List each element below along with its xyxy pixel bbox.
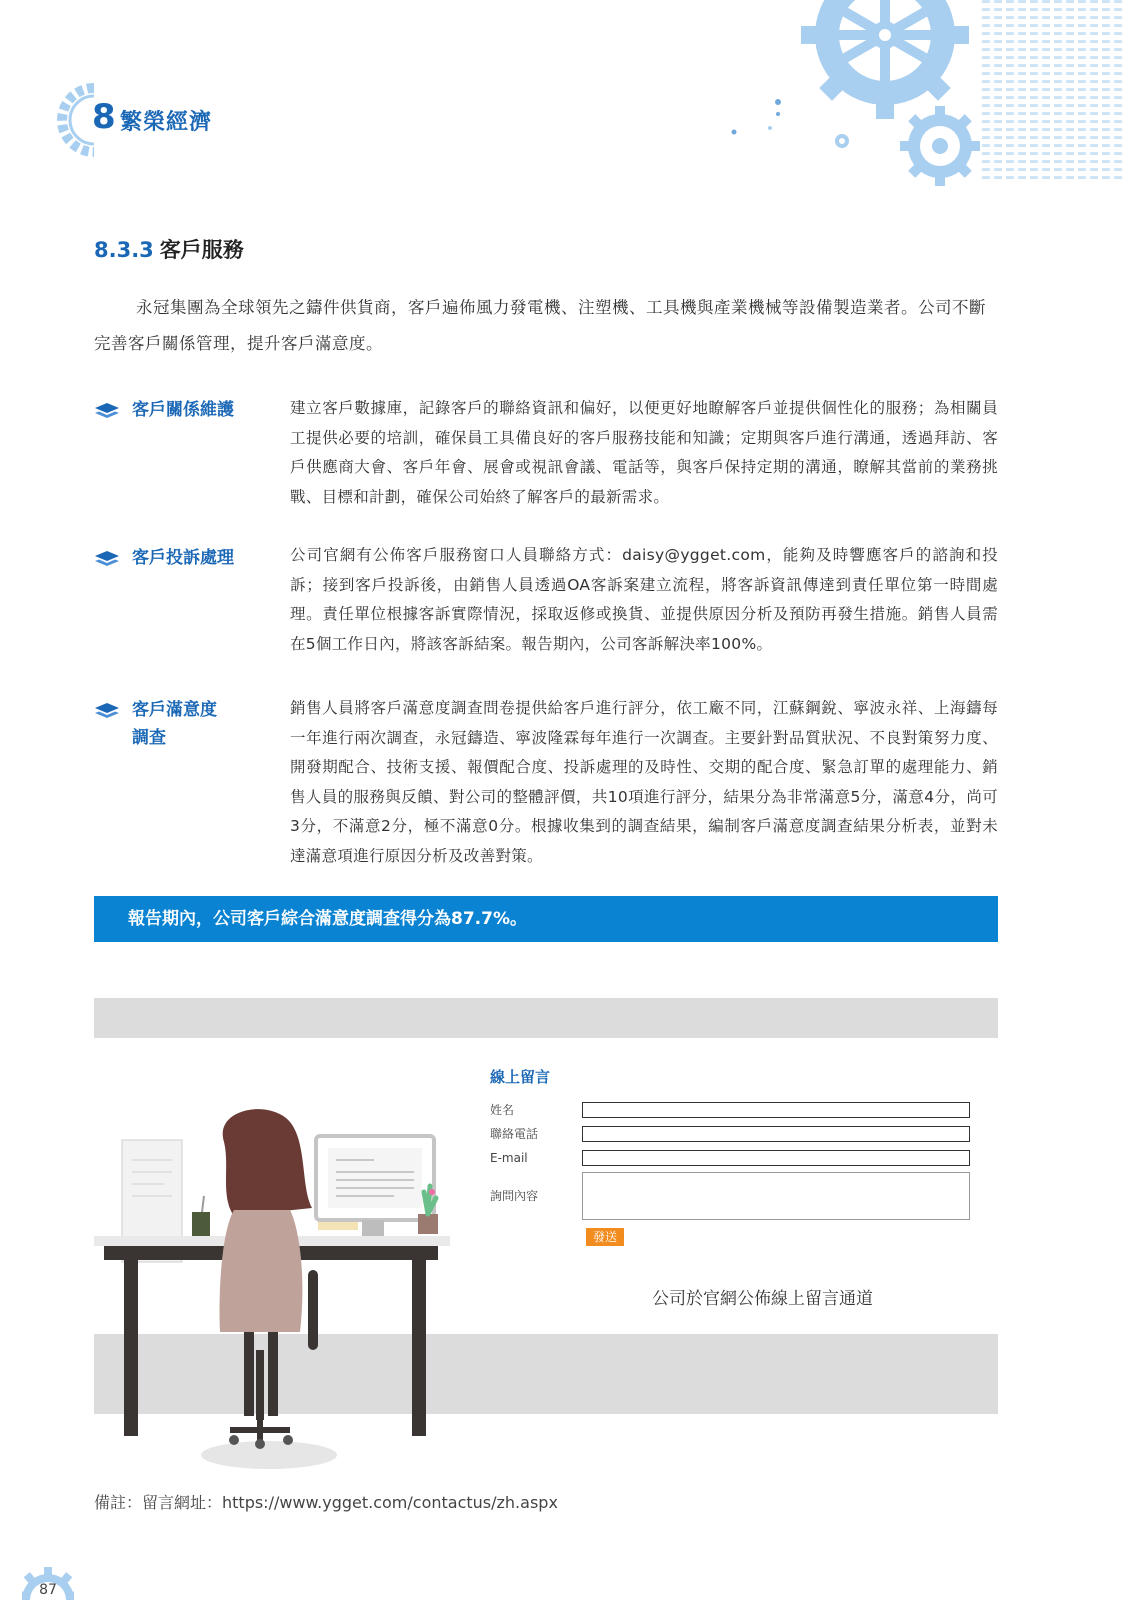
phone-field[interactable] [582,1126,970,1142]
chapter-number: 8 [92,97,116,137]
section-number: 8.3.3 [94,238,154,262]
topic-title-satisfaction: 客戶滿意度 調查 [132,700,217,748]
office-worker-illustration [94,1100,474,1470]
page-number: 87 [39,1582,57,1598]
submit-button[interactable]: 發送 [586,1228,624,1246]
chapter-title: 繁榮經濟 [120,110,213,135]
section-heading [94,236,244,264]
section-title: 客戶服務 [159,238,244,262]
topic-body-relationship: 建立客戶數據庫，記錄客戶的聯絡資訊和偏好，以便更好地瞭解客戶並提供個性化的服務；為相關員工提供必要的培訓，確保員工具備良好的客戶服務技能和知識；定期與客戶進行溝通，透過拜訪、客戶供應商大會、客戶年會、展會或視訊會議、電話等，與客戶保持定期的溝通，瞭解其當前的業務挑戰、目標和計劃，確保公司始終了解客戶的最新需求。 [290,399,998,506]
name-field[interactable] [582,1102,970,1118]
layers-icon [94,551,120,569]
layers-icon [94,403,120,421]
highlight-text: 報告期內，公司客戶綜合滿意度調查得分為87.7%。 [128,909,527,929]
topic-title-relationship: 客戶關係維護 [132,400,234,420]
topic-body-complaints: 公司官網有公佈客戶服務窗口人員聯絡方式：daisy@ygget.com，能夠及時響應客戶的諮詢和投訴；接到客戶投訴後，由銷售人員透過OA客訴案建立流程，將客訴資訊傳達到責任單位第一時間處理。責任單位根據客訴實際情況，採取返修或換貨、並提供原因分析及預防再發生措施。銷售人員需在5個工作日內，將該客訴結案。報告期內，公司客訴解決率100%。 [290,546,998,653]
message-field[interactable] [582,1172,970,1220]
form-label-name: 姓名 [490,1103,515,1117]
form-label-message: 詢問內容 [490,1189,539,1203]
gear-icon-cluster [730,0,1124,200]
form-label-email: E-mail [490,1151,528,1165]
form-caption: 公司於官網公佈線上留言通道 [652,1289,873,1309]
footnote: 備註：留言網址：https://www.ygget.com/contactus/zh.aspx [94,1493,558,1512]
layers-icon [94,703,120,721]
topic-title-complaints: 客戶投訴處理 [132,548,234,568]
panel-top-band [94,998,998,1038]
form-label-phone: 聯絡電話 [490,1127,539,1141]
email-field[interactable] [582,1150,970,1166]
topic-body-satisfaction: 銷售人員將客戶滿意度調查問卷提供給客戶進行評分，依工廠不同，江蘇鋼銳、寧波永祥、上海鑄每一年進行兩次調查，永冠鑄造、寧波隆霖每年進行一次調查。主要針對品質狀況、不良對策努力度、開發期配合、技術支援、報價配合度、投訴處理的及時性、交期的配合度、緊急訂單的處理能力、銷售人員的服務與反饋、對公司的整體評價，共10項進行評分，結果分為非常滿意5分，滿意4分，尚可3分，不滿意2分，極不滿意0分。根據收集到的調查結果，編制客戶滿意度調查結果分析表，並對未達滿意項進行原因分析及改善對策。 [290,699,998,865]
intro-paragraph: 永冠集團為全球領先之鑄件供貨商，客戶遍佈風力發電機、注塑機、工具機與產業機械等設備製造業者。公司不斷完善客戶關係管理，提升客戶滿意度。 [94,298,986,353]
form-title: 線上留言 [490,1068,551,1086]
